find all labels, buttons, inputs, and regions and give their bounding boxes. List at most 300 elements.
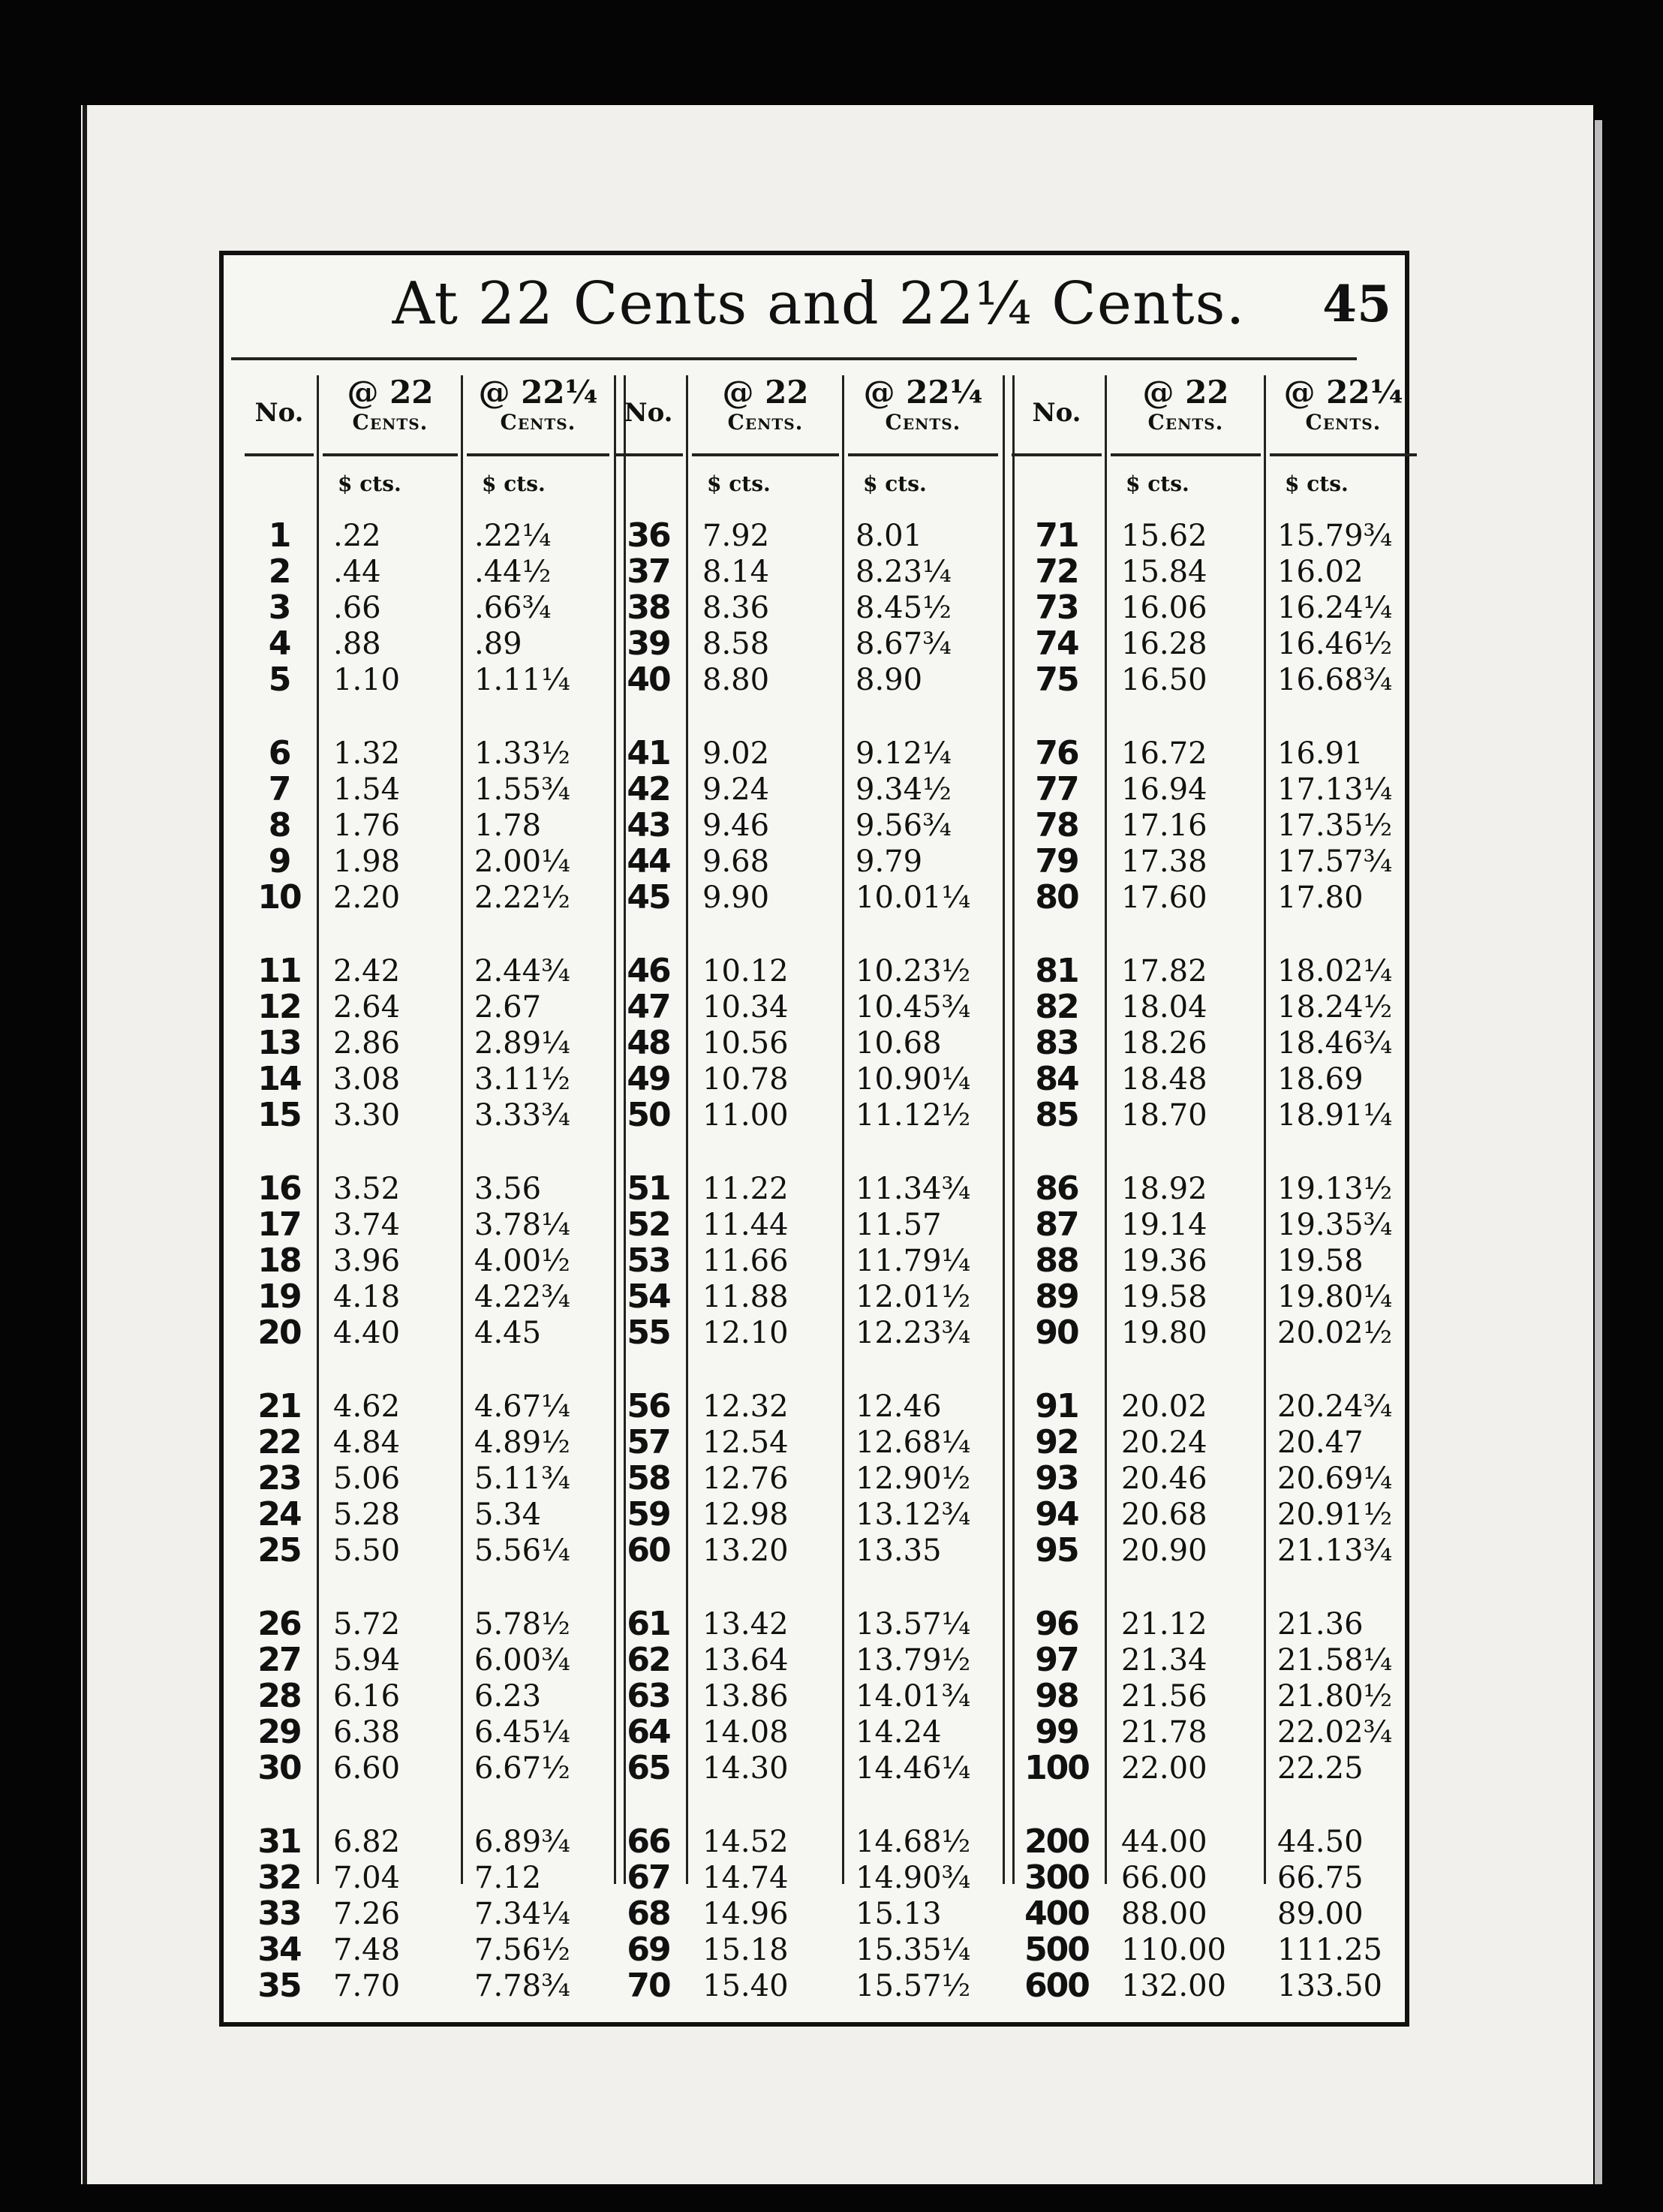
value-at-22-quarter: 6.45¼ (474, 1715, 570, 1750)
cents-label: Cents. (885, 410, 961, 435)
value-at-22-quarter: 1.11¼ (474, 663, 570, 697)
row-number: 92 (1035, 1423, 1078, 1461)
row-number: 72 (1035, 552, 1078, 591)
row-number: 55 (627, 1314, 670, 1352)
value-at-22: 5.06 (333, 1461, 401, 1496)
value-at-22: 11.88 (702, 1280, 789, 1314)
value-at-22: 15.18 (702, 1933, 789, 1967)
value-at-22-quarter: 16.91 (1277, 736, 1364, 771)
value-at-22-quarter: 22.02¾ (1277, 1715, 1393, 1750)
value-at-22-quarter: 12.23¾ (856, 1316, 971, 1350)
row-number: 90 (1035, 1314, 1078, 1352)
value-at-22: 9.68 (702, 844, 770, 879)
value-at-22: 15.40 (702, 1969, 789, 2003)
row-number: 87 (1035, 1205, 1078, 1244)
no-header-label: No. (1032, 398, 1081, 428)
value-at-22: 8.58 (702, 627, 770, 661)
value-at-22-quarter: 3.78¼ (474, 1208, 570, 1242)
row-number: 400 (1024, 1894, 1089, 1933)
header-underline (467, 453, 609, 456)
value-at-22-quarter: 11.34¾ (856, 1172, 971, 1206)
value-at-22: 8.80 (702, 663, 770, 697)
row-number: 84 (1035, 1060, 1078, 1098)
row-number: 96 (1035, 1605, 1078, 1643)
row-number: 4 (268, 624, 290, 663)
row-number: 46 (627, 952, 670, 990)
value-at-22-quarter: .22¼ (474, 519, 552, 553)
value-at-22-quarter: 7.34¼ (474, 1897, 570, 1931)
value-at-22: 1.54 (333, 772, 401, 807)
row-number: 56 (627, 1387, 670, 1425)
value-at-22-quarter: 9.56¾ (856, 808, 952, 843)
value-at-22-quarter: 8.01 (856, 519, 923, 553)
header-underline (1012, 453, 1102, 456)
value-at-22: .66 (333, 591, 381, 625)
value-at-22: 12.10 (702, 1316, 789, 1350)
value-at-22: 110.00 (1121, 1933, 1226, 1967)
value-at-22-quarter: 10.23½ (856, 954, 971, 989)
value-at-22: 10.12 (702, 954, 789, 989)
value-at-22-quarter: 5.56¼ (474, 1533, 570, 1568)
value-at-22-quarter: 19.58 (1277, 1244, 1364, 1278)
column-header-at22-quarter (848, 375, 998, 450)
value-at-22-quarter: 7.12 (474, 1861, 542, 1895)
column-rule (686, 375, 688, 1884)
value-at-22-quarter: 13.12¾ (856, 1497, 971, 1532)
value-at-22: 5.50 (333, 1533, 401, 1568)
header-rule (231, 357, 1357, 360)
value-at-22-quarter: 13.35 (856, 1533, 942, 1568)
value-at-22: .22 (333, 519, 381, 553)
header-underline (692, 453, 839, 456)
value-at-22-quarter: 14.01¾ (856, 1679, 971, 1714)
row-number: 32 (257, 1858, 301, 1897)
row-number: 73 (1035, 588, 1078, 627)
value-at-22-quarter: 17.13¼ (1277, 772, 1393, 807)
value-at-22: .44 (333, 555, 381, 589)
cents-label: Cents. (1305, 410, 1382, 435)
units-label: $ cts. (1126, 471, 1189, 496)
value-at-22: 12.54 (702, 1425, 789, 1460)
value-at-22-quarter: 12.68¼ (856, 1425, 971, 1460)
value-at-22: 14.08 (702, 1715, 789, 1750)
value-at-22-quarter: 6.89¾ (474, 1825, 570, 1859)
value-at-22: 1.32 (333, 736, 401, 771)
row-number: 37 (627, 552, 670, 591)
value-at-22: 9.46 (702, 808, 770, 843)
value-at-22: 14.52 (702, 1825, 789, 1859)
row-number: 79 (1035, 842, 1078, 880)
value-at-22-quarter: 15.13 (856, 1897, 942, 1931)
cents-label: Cents. (727, 410, 804, 435)
cents-label: Cents. (352, 410, 429, 435)
value-at-22: 5.28 (333, 1497, 401, 1532)
row-number: 71 (1035, 516, 1078, 555)
row-number: 27 (257, 1641, 301, 1679)
value-at-22: 13.20 (702, 1533, 789, 1568)
row-number: 42 (627, 770, 670, 808)
value-at-22-quarter: 11.79¼ (856, 1244, 971, 1278)
row-number: 12 (257, 988, 301, 1026)
value-at-22: 66.00 (1121, 1861, 1207, 1895)
value-at-22: 16.06 (1121, 591, 1207, 625)
value-at-22-quarter: 5.34 (474, 1497, 542, 1532)
column-header-at22 (692, 375, 839, 450)
value-at-22: 17.82 (1121, 954, 1207, 989)
value-at-22: 11.00 (702, 1098, 789, 1133)
value-at-22: 10.34 (702, 990, 789, 1025)
value-at-22-quarter: 20.02½ (1277, 1316, 1393, 1350)
value-at-22-quarter: 18.91¼ (1277, 1098, 1393, 1133)
row-number: 51 (627, 1169, 670, 1208)
units-label: $ cts. (482, 471, 546, 496)
value-at-22: 18.92 (1121, 1172, 1207, 1206)
value-at-22-quarter: 15.79¾ (1277, 519, 1393, 553)
value-at-22-quarter: 9.34½ (856, 772, 952, 807)
column-header-at22-quarter (467, 375, 609, 450)
value-at-22-quarter: 10.68 (856, 1026, 942, 1061)
value-at-22-quarter: 12.01½ (856, 1280, 971, 1314)
value-at-22-quarter: 2.67 (474, 990, 542, 1025)
value-at-22: 9.24 (702, 772, 770, 807)
row-number: 68 (627, 1894, 670, 1933)
value-at-22: 3.08 (333, 1062, 401, 1097)
row-number: 18 (257, 1241, 301, 1280)
row-number: 48 (627, 1024, 670, 1062)
value-at-22: 16.72 (1121, 736, 1207, 771)
value-at-22-quarter: 15.57½ (856, 1969, 971, 2003)
value-at-22: 3.74 (333, 1208, 401, 1242)
at22-quarter-label: @ 22¼ (1283, 374, 1403, 411)
row-number: 52 (627, 1205, 670, 1244)
row-number: 49 (627, 1060, 670, 1098)
value-at-22: 19.14 (1121, 1208, 1207, 1242)
value-at-22-quarter: 17.57¾ (1277, 844, 1393, 879)
row-number: 78 (1035, 806, 1078, 844)
value-at-22-quarter: 21.36 (1277, 1607, 1364, 1642)
value-at-22: 7.92 (702, 519, 770, 553)
value-at-22-quarter: 11.57 (856, 1208, 942, 1242)
units-label: $ cts. (707, 471, 771, 496)
value-at-22: 16.50 (1121, 663, 1207, 697)
row-number: 64 (627, 1713, 670, 1751)
value-at-22-quarter: 111.25 (1277, 1933, 1382, 1967)
at22-quarter-label: @ 22¼ (478, 374, 598, 411)
row-number: 58 (627, 1459, 670, 1497)
value-at-22-quarter: 14.90¾ (856, 1861, 971, 1895)
row-number: 80 (1035, 878, 1078, 916)
value-at-22-quarter: 16.24¼ (1277, 591, 1393, 625)
value-at-22: 11.44 (702, 1208, 789, 1242)
header-underline (1111, 453, 1261, 456)
value-at-22: 2.86 (333, 1026, 401, 1061)
value-at-22: 1.98 (333, 844, 401, 879)
row-number: 77 (1035, 770, 1078, 808)
value-at-22-quarter: 12.90½ (856, 1461, 971, 1496)
value-at-22-quarter: 6.67½ (474, 1751, 570, 1786)
value-at-22-quarter: 19.13½ (1277, 1172, 1393, 1206)
row-number: 41 (627, 734, 670, 772)
value-at-22-quarter: 7.78¾ (474, 1969, 570, 2003)
value-at-22: 3.96 (333, 1244, 401, 1278)
value-at-22: 20.02 (1121, 1389, 1207, 1424)
row-number: 300 (1024, 1858, 1089, 1897)
value-at-22-quarter: 21.13¾ (1277, 1533, 1393, 1568)
no-header-label: No. (624, 398, 673, 428)
row-number: 61 (627, 1605, 670, 1643)
row-number: 17 (257, 1205, 301, 1244)
value-at-22-quarter: .66¾ (474, 591, 552, 625)
value-at-22-quarter: 10.90¼ (856, 1062, 971, 1097)
value-at-22-quarter: 2.22½ (474, 880, 570, 915)
value-at-22: 11.66 (702, 1244, 789, 1278)
value-at-22: 14.74 (702, 1861, 789, 1895)
value-at-22: 4.62 (333, 1389, 401, 1424)
row-number: 75 (1035, 661, 1078, 699)
at22-quarter-label: @ 22¼ (863, 374, 983, 411)
value-at-22-quarter: 18.02¼ (1277, 954, 1393, 989)
row-number: 38 (627, 588, 670, 627)
row-number: 24 (257, 1495, 301, 1533)
no-header-label: No. (254, 398, 304, 428)
value-at-22: 14.30 (702, 1751, 789, 1786)
row-number: 70 (627, 1967, 670, 2005)
page-title: At 22 Cents and 22¼ Cents. (392, 270, 1246, 338)
row-number: 66 (627, 1822, 670, 1861)
row-number: 57 (627, 1423, 670, 1461)
value-at-22: 15.84 (1121, 555, 1207, 589)
row-number: 5 (268, 661, 290, 699)
row-number: 85 (1035, 1096, 1078, 1134)
units-label: $ cts. (863, 471, 927, 496)
row-number: 88 (1035, 1241, 1078, 1280)
value-at-22: 7.26 (333, 1897, 401, 1931)
value-at-22-quarter: 12.46 (856, 1389, 942, 1424)
row-number: 94 (1035, 1495, 1078, 1533)
value-at-22: 8.14 (702, 555, 770, 589)
value-at-22-quarter: 17.80 (1277, 880, 1364, 915)
value-at-22: 6.16 (333, 1679, 401, 1714)
row-number: 50 (627, 1096, 670, 1134)
value-at-22: 3.30 (333, 1098, 401, 1133)
value-at-22: 7.70 (333, 1969, 401, 2003)
value-at-22-quarter: 4.67¼ (474, 1389, 570, 1424)
value-at-22: 20.24 (1121, 1425, 1207, 1460)
value-at-22: 1.76 (333, 808, 401, 843)
value-at-22: 11.22 (702, 1172, 789, 1206)
row-number: 86 (1035, 1169, 1078, 1208)
column-rule (1264, 375, 1266, 1884)
value-at-22: 4.18 (333, 1280, 401, 1314)
value-at-22: 2.42 (333, 954, 401, 989)
value-at-22-quarter: 14.68½ (856, 1825, 971, 1859)
value-at-22-quarter: .89 (474, 627, 522, 661)
value-at-22: 18.48 (1121, 1062, 1207, 1097)
row-number: 25 (257, 1531, 301, 1569)
value-at-22: 17.60 (1121, 880, 1207, 915)
value-at-22-quarter: 18.24½ (1277, 990, 1393, 1025)
value-at-22: 9.02 (702, 736, 770, 771)
row-number: 26 (257, 1605, 301, 1643)
value-at-22: 18.26 (1121, 1026, 1207, 1061)
value-at-22: 2.64 (333, 990, 401, 1025)
value-at-22: 88.00 (1121, 1897, 1207, 1931)
column-rule (461, 375, 463, 1884)
value-at-22: 19.36 (1121, 1244, 1207, 1278)
value-at-22: 4.40 (333, 1316, 401, 1350)
value-at-22: 2.20 (333, 880, 401, 915)
cents-label: Cents. (1147, 410, 1224, 435)
value-at-22: 10.56 (702, 1026, 789, 1061)
value-at-22-quarter: 3.11½ (474, 1062, 570, 1097)
column-rule (1105, 375, 1107, 1884)
row-number: 33 (257, 1894, 301, 1933)
value-at-22-quarter: 1.78 (474, 808, 542, 843)
row-number: 21 (257, 1387, 301, 1425)
value-at-22-quarter: 5.78½ (474, 1607, 570, 1642)
value-at-22-quarter: 15.35¼ (856, 1933, 971, 1967)
value-at-22-quarter: 1.33½ (474, 736, 570, 771)
at22-label: @ 22 (1142, 374, 1229, 411)
value-at-22-quarter: 21.58¼ (1277, 1643, 1393, 1678)
column-header-at22-quarter (1270, 375, 1417, 450)
row-number: 22 (257, 1423, 301, 1461)
value-at-22: .88 (333, 627, 381, 661)
row-number: 9 (268, 842, 290, 880)
value-at-22-quarter: .44½ (474, 555, 552, 589)
units-label: $ cts. (338, 471, 401, 496)
value-at-22: 5.94 (333, 1643, 401, 1678)
value-at-22: 21.12 (1121, 1607, 1207, 1642)
value-at-22-quarter: 16.46½ (1277, 627, 1393, 661)
header-underline (245, 453, 314, 456)
value-at-22: 22.00 (1121, 1751, 1207, 1786)
value-at-22-quarter: 20.24¾ (1277, 1389, 1393, 1424)
value-at-22: 44.00 (1121, 1825, 1207, 1859)
row-number: 59 (627, 1495, 670, 1533)
row-number: 35 (257, 1967, 301, 2005)
row-number: 82 (1035, 988, 1078, 1026)
value-at-22: 8.36 (702, 591, 770, 625)
value-at-22-quarter: 13.57¼ (856, 1607, 971, 1642)
value-at-22: 132.00 (1121, 1969, 1226, 2003)
column-header-no (245, 383, 314, 458)
column-header-no (614, 383, 683, 458)
row-number: 200 (1024, 1822, 1089, 1861)
header-underline (848, 453, 998, 456)
value-at-22-quarter: 20.91½ (1277, 1497, 1393, 1532)
row-number: 16 (257, 1169, 301, 1208)
row-number: 500 (1024, 1931, 1089, 1969)
value-at-22: 19.80 (1121, 1316, 1207, 1350)
value-at-22: 16.94 (1121, 772, 1207, 807)
value-at-22-quarter: 2.89¼ (474, 1026, 570, 1061)
column-rule (317, 375, 319, 1884)
binding-rule (83, 105, 87, 2184)
row-number: 31 (257, 1822, 301, 1861)
value-at-22-quarter: 19.80¼ (1277, 1280, 1393, 1314)
header-underline (1270, 453, 1417, 456)
value-at-22: 20.46 (1121, 1461, 1207, 1496)
value-at-22: 6.38 (333, 1715, 401, 1750)
column-header-at22 (323, 375, 458, 450)
row-number: 89 (1035, 1278, 1078, 1316)
value-at-22: 12.76 (702, 1461, 789, 1496)
value-at-22-quarter: 4.89½ (474, 1425, 570, 1460)
value-at-22: 13.86 (702, 1679, 789, 1714)
row-number: 14 (257, 1060, 301, 1098)
row-number: 23 (257, 1459, 301, 1497)
value-at-22-quarter: 8.45½ (856, 591, 952, 625)
value-at-22-quarter: 66.75 (1277, 1861, 1364, 1895)
row-number: 97 (1035, 1641, 1078, 1679)
value-at-22-quarter: 2.00¼ (474, 844, 570, 879)
value-at-22-quarter: 21.80½ (1277, 1679, 1393, 1714)
row-number: 54 (627, 1278, 670, 1316)
row-number: 43 (627, 806, 670, 844)
at22-label: @ 22 (722, 374, 809, 411)
value-at-22-quarter: 1.55¾ (474, 772, 570, 807)
row-number: 76 (1035, 734, 1078, 772)
row-number: 40 (627, 661, 670, 699)
value-at-22: 15.62 (1121, 519, 1207, 553)
value-at-22-quarter: 20.69¼ (1277, 1461, 1393, 1496)
value-at-22: 7.48 (333, 1933, 401, 1967)
row-number: 2 (268, 552, 290, 591)
row-number: 6 (268, 734, 290, 772)
row-number: 15 (257, 1096, 301, 1134)
value-at-22: 4.84 (333, 1425, 401, 1460)
value-at-22-quarter: 9.79 (856, 844, 923, 879)
value-at-22-quarter: 4.45 (474, 1316, 542, 1350)
row-number: 45 (627, 878, 670, 916)
value-at-22-quarter: 6.00¾ (474, 1643, 570, 1678)
value-at-22: 9.90 (702, 880, 770, 915)
value-at-22-quarter: 3.56 (474, 1172, 542, 1206)
row-number: 81 (1035, 952, 1078, 990)
value-at-22-quarter: 14.46¼ (856, 1751, 971, 1786)
value-at-22-quarter: 19.35¾ (1277, 1208, 1393, 1242)
value-at-22: 19.58 (1121, 1280, 1207, 1314)
value-at-22: 20.90 (1121, 1533, 1207, 1568)
value-at-22-quarter: 133.50 (1277, 1969, 1382, 2003)
row-number: 98 (1035, 1677, 1078, 1715)
value-at-22: 21.34 (1121, 1643, 1207, 1678)
value-at-22: 12.32 (702, 1389, 789, 1424)
value-at-22: 13.64 (702, 1643, 789, 1678)
row-number: 44 (627, 842, 670, 880)
value-at-22: 5.72 (333, 1607, 401, 1642)
value-at-22-quarter: 7.56½ (474, 1933, 570, 1967)
value-at-22-quarter: 11.12½ (856, 1098, 971, 1133)
value-at-22-quarter: 16.02 (1277, 555, 1364, 589)
price-table (219, 251, 1409, 2027)
row-number: 60 (627, 1531, 670, 1569)
value-at-22-quarter: 17.35½ (1277, 808, 1393, 843)
row-number: 99 (1035, 1713, 1078, 1751)
at22-label: @ 22 (347, 374, 434, 411)
value-at-22: 1.10 (333, 663, 401, 697)
page-number: 45 (1322, 275, 1391, 333)
value-at-22-quarter: 18.69 (1277, 1062, 1364, 1097)
value-at-22: 10.78 (702, 1062, 789, 1097)
row-number: 34 (257, 1931, 301, 1969)
value-at-22-quarter: 20.47 (1277, 1425, 1364, 1460)
row-number: 1 (268, 516, 290, 555)
value-at-22-quarter: 2.44¾ (474, 954, 570, 989)
row-number: 39 (627, 624, 670, 663)
row-number: 74 (1035, 624, 1078, 663)
